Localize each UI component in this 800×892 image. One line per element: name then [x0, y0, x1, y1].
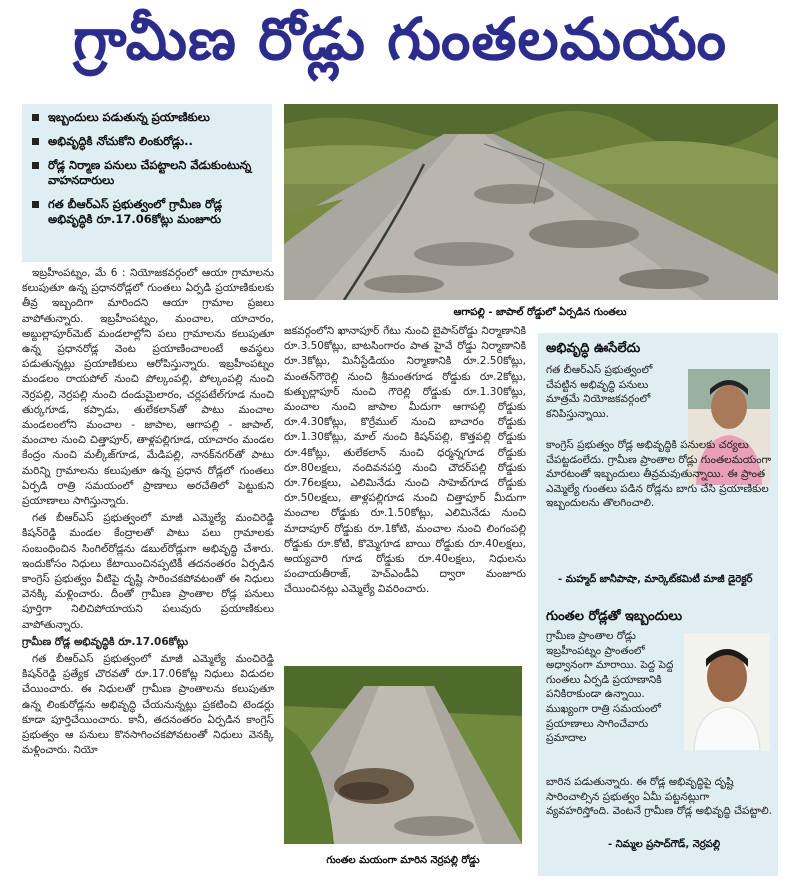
article-column-1	[22, 266, 274, 761]
article-paragraph: ఇబ్రహీంపట్నం, మే 6 : నియోజకవర్గంలో ఆయా గ్రామాలను కలుపుతూ ఉన్న ప్రధానరోడ్లలో గుంతలు ఏర్పడి ప్రయాణికులకు తీవ్ర ఇబ్బందిగా మారిందని ఆయా గ్రామాల ప్రజలు వాపోతున్నారు. ఇబ్రహీంపట్నం, మంచాల, యాచారం, అబ్దుల్లాపూర్‌మెట్ మండలాల్లోని పలు గ్రామాలను కలుపుతూ ఉన్న ప్రధానరోడ్ల వెంట ప్రయాణించాలంటే అవస్థలు పడుతున్నట్లు ప్రయాణికులు ఆరోపిస్తున్నారు. ఇబ్రహీంపట్నం మండలం రాయపోల్ నుంచి పోల్కంపల్లి, పోల్కంపల్లి నుంచి నెర్రపల్లి, నెర్రపల్లి నుంచి దండుమైలారం, చర్లపటేల్‌గూడ నుంచి తుర్కగూడ, కప్పాడు, తులేకలాన్‌తో పాటు మంచాల మండలంలోని మంచాల - జాపాల, ఆగాపల్లి - జాపాల్, మంచాల నుంచి చిత్తాపూర్, తాళ్లపల్లిగూడ, యాచారం మండల కేంద్రం నుంచి మల్కీజ్‌గూడ, మేడిపల్లి, నానక్‌నగర్‌తో పాటు మరిన్ని గ్రామాలను కలుపుతూ ఉన్న ప్రధాన రోడ్లలో గుంతలు ఏర్పడి రాత్రి సమయంలో ప్రాణాలు అరచేతిలో పెట్టుకుని ప్రయాణాలు సాగిస్తున్నారు.	[22, 267, 274, 508]
highlight-item: గత బీఆర్ఎస్ ప్రభుత్వంలో గ్రామీణ రోడ్ల అభివృద్ధికి రూ.17.06కోట్లు మంజూరు	[30, 197, 264, 227]
sidebar-heading: గుంతల రోడ్లతో ఇబ్బందులు	[546, 609, 683, 624]
highlight-item: అభివృద్ధికి నోచుకోని లింకురోడ్లు..	[30, 134, 264, 149]
highlight-item: రోడ్ల నిర్మాణ పనులు చేపట్టాలని వేడుకుంటున్న వాహనదారులు	[30, 158, 264, 188]
opinion-sidebar	[538, 333, 778, 876]
road-photo-1	[284, 104, 778, 300]
highlight-item: ఇబ్బందులు పడుతున్న ప్రయాణికులు	[30, 110, 264, 125]
sidebar-text: గత బీఆర్ఎస్ ప్రభుత్వంలో చేపట్టిన అభివృద్ధి పనులు మాత్రమే నియోజకవర్గంలో కనిపిస్తున్నాయి.	[546, 364, 653, 420]
sidebar-text: బారిన పడుతున్నారు. ఈ రోడ్ల అభివృద్ధిపై దృష్టి సారించాల్సిన ప్రభుత్వం ఏమీ పట్టనట్లుగా వ్యవహరిస్తోంది. వెంటనే గ్రామీణ రోడ్ల అభివృద్ధి చేపట్టాలి.	[546, 776, 773, 818]
signature-2: - నిమ్మల ప్రసాద్‌గౌడ్, నెర్రపల్లి	[608, 839, 721, 850]
sidebar-text: గ్రామీణ ప్రాంతాల రోడ్లు ఇబ్రహీంపట్నం ప్రాంతంలో అధ్వానంగా మారాయి. పెద్ద పెద్ద గుంతలు ఏర్పడి ప్రయాణానికి పనికిరాకుండా ఉన్నాయి. ముఖ్యంగా రాత్రి సమయంలో ప్రయాణాలు సాగించేవారు ప్రమాదాల	[546, 630, 674, 745]
sidebar-text: కాంగ్రెస్ ప్రభుత్వం రోడ్ల అభివృద్ధికి పనులకు చర్యలు చేపట్టడంలేదు. గ్రామీణ ప్రాంతాల రోడ్లు గుంతలమయంగా మారటంతో ఇబ్బందులు తీవ్రమవుతున్నాయి. ఈ ప్రాంత ఎమ్మెల్యే గుంతలు పడిన రోడ్లను బాగు చేసి ప్రయాణికుల ఇబ్బందులను తొలగించాలి.	[546, 439, 772, 510]
article-paragraph: గత బీఆర్ఎస్ ప్రభుత్వంలో మాజీ ఎమ్మెల్యే మంచిరెడ్డి కిషన్‌రెడ్డి మండల కేంద్రాలతో పాటు పలు గ్రామాలకు సంబంధించిన సింగిల్‌రోడ్లను డబుల్‌రోడ్లుగా అభివృద్ధి చేశారు. ఇందుకోసం నిధులు కేటాయించినప్పటికీ తదనంతరం ఏర్పడిన కాంగ్రెస్ ప్రభుత్వం వీటిపై దృష్టి సారించకపోవటంతో ఈ నిధులు వెనక్కి మళ్లించారు. దీంతో గ్రామీణ ప్రాంతాల రోడ్ల పనులు పూర్తిగా నిలిచిపోయాయని పలువురు ప్రయాణికులు వాపోతున్నారు.	[22, 512, 274, 631]
sidebar-heading: అభివృద్ధి ఊసేలేదు	[546, 341, 641, 356]
article-paragraph: గత బీఆర్ఎస్ ప్రభుత్వంలో మాజీ ఎమ్మెల్యే మంచిరెడ్డి కిషన్‌రెడ్డి ప్రత్యేక చొరవతో రూ.17.06కోట్ల నిధులు విడుదల చేయించారు. ఈ నిధులతో గ్రామీణ ప్రాంతాలను కలుపుతూ ఉన్న లింకురోడ్లను అభివృద్ధి చేయనున్నట్లు ప్రకటించి టెండర్లు కూడా పూర్తిచేయించారు. కానీ, తదనంతరం ఏర్పడిన కాంగ్రెస్ ప్రభుత్వం ఆ పనులు కొనసాగించకపోవటంతో నిధులు వెనక్కి మళ్లించారు. నియో	[22, 653, 274, 757]
photo-1-caption: ఆగాపల్లి - జాపాల్ రోడ్డులో ఏర్పడిన గుంతలు	[453, 307, 627, 318]
portrait-photo-2	[684, 633, 770, 751]
article-column-2	[284, 324, 526, 600]
photo-2-caption: గుంతల మయంగా మారిన నెర్రపల్లి రోడ్డు	[326, 855, 480, 866]
subheading: గ్రామీణ రోడ్ల అభివృద్ధికి రూ.17.06కోట్లు	[22, 635, 189, 648]
headline: గ్రామీణ రోడ్లు గుంతలమయం	[73, 4, 727, 73]
article-paragraph: జకవర్గంలోని ఖానాపూర్ గేటు నుంచి బైపాస్‌రోడ్డు నిర్మాణానికి రూ.3.50కోట్లు, బాటసింగారం పాత హైవే రోడ్డు నిర్మాణానికి రూ.3కోట్లు, మినీస్టేడియం నిర్మాణానికి రూ.2.50కోట్లు, మంతన్‌గౌరెల్లి నుంచి శ్రీమంతగూడ రోడ్డుకు రూ.2కోట్లు, కుత్బుల్లాపూర్ నుంచి గౌరెల్లి రోడ్డుకు రూ.1.30కోట్లు, మంచాల నుంచి జాపాల మీదుగా ఆగాపల్లి రోడ్డుకు రూ.4.30కోట్లు, కొర్రేముల్ నుంచి బాచారం రోడ్డుకు రూ.1.30కోట్లు, మాల్ నుంచి కిషన్‌పల్లి, కొత్తపల్లి రోడ్డుకు రూ.4కోట్లు, తులేకలాన్ నుంచి ధర్మన్నగూడ రోడ్డుకు రూ.80లక్షలు, నందివనపర్తి నుంచి చౌదర్‌పల్లి రోడ్డుకు రూ.76లక్షలు, ఎలిమినేడు నుంచి సాహెబ్‌గూడ రోడ్డుకు రూ.50లక్షలు, తాళ్లపల్లిగూడ నుంచి చిత్తాపూర్ మీదుగా మంచాల రోడ్డుకు రూ.1.50కోట్లు, ఎలిమినేడు నుంచి మాదాపూర్ రోడ్డుకు రూ.1కోటి, మంచాల నుంచి లింగంపల్లి రోడ్డుకు రూ.కోటి, కొమ్మెగూడ బాయి రోడ్డుకు రూ.40లక్షలు, అయ్యవారి గూడ రోడ్డుకు రూ.40లక్షలు, నిధులను పంచాయతీరాజ్, హెచ్ఎండీఏ ద్వారా మంజూరు చేయించినట్లు ఎమ్మెల్యే వివరించారు.	[284, 325, 526, 596]
highlights-box	[22, 104, 272, 262]
signature-1: - మహ్మద్ జానీపాషా, మార్కెట్‌కమిటీ మాజీ డైరెక్టర్	[558, 574, 753, 585]
road-photo-2	[284, 666, 522, 844]
